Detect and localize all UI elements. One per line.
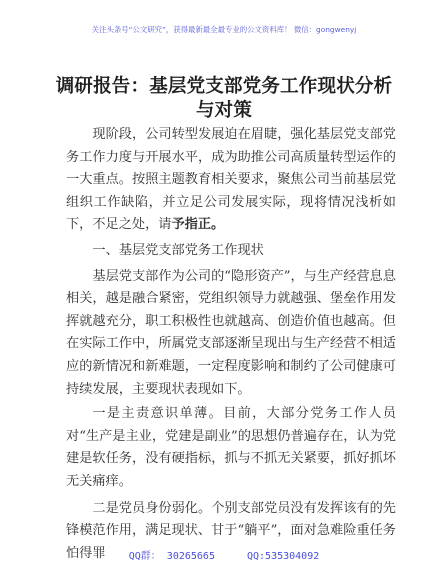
document-body [66,124,396,565]
intro-paragraph [66,124,396,237]
section-body-paragraph: 基层党支部作为公司的“隐形资产”，与生产经营息息相关，越是融合紧密，党组织领导力就越强、堡垒作用发挥就越充分，职工积极性也就越高、创造价值也越高。但在实际工作中，所属党支部逐渐呈现出与生产经营不相适应的新情况和新难题，一定程度影响和制约了公司健康可持续发展，主要现状表现如下。 [66,268,396,397]
document-title: 调研报告：基层党支部党务工作现状分析与对策 [55,76,393,121]
point-1-paragraph: 一是主责意识单薄。目前，大部分党务工作人员对“生产是主业，党建是副业”的思想仍普遍存在，认为党建是软任务，没有硬指标，抓与不抓无关紧要，抓好抓坏无关痛痒。 [66,406,396,489]
intro-text: 现阶段，公司转型发展迫在眉睫，强化基层党支部党务工作力度与开展水平，成为助推公司高质量转型运作的一大重点。按照主题教育相关要求，聚焦公司当前基层党组织工作缺陷，并立足公司发展实际，现将情况浅析如下，不足之处，请 [66,127,396,233]
footer-qq: QQ:535304092 [246,551,320,562]
footer-contact [0,547,448,562]
footer-qq-group: QQ群： 30265665 [128,551,215,562]
intro-bold-text: 予指正。 [171,217,225,233]
section-heading: 一、基层党支部党务工作现状 [92,242,264,258]
header-note: 关注头条号“公文研究”，获得最新最全最专业的公文资料库！ 微信：gongwenyj [91,25,357,34]
point-2-paragraph: 二是党员身份弱化。个别支部党员没有发挥该有的先锋模范作用，满足现状、甘于“躺平”，面对急难险重任务怕得罪 [66,500,396,561]
